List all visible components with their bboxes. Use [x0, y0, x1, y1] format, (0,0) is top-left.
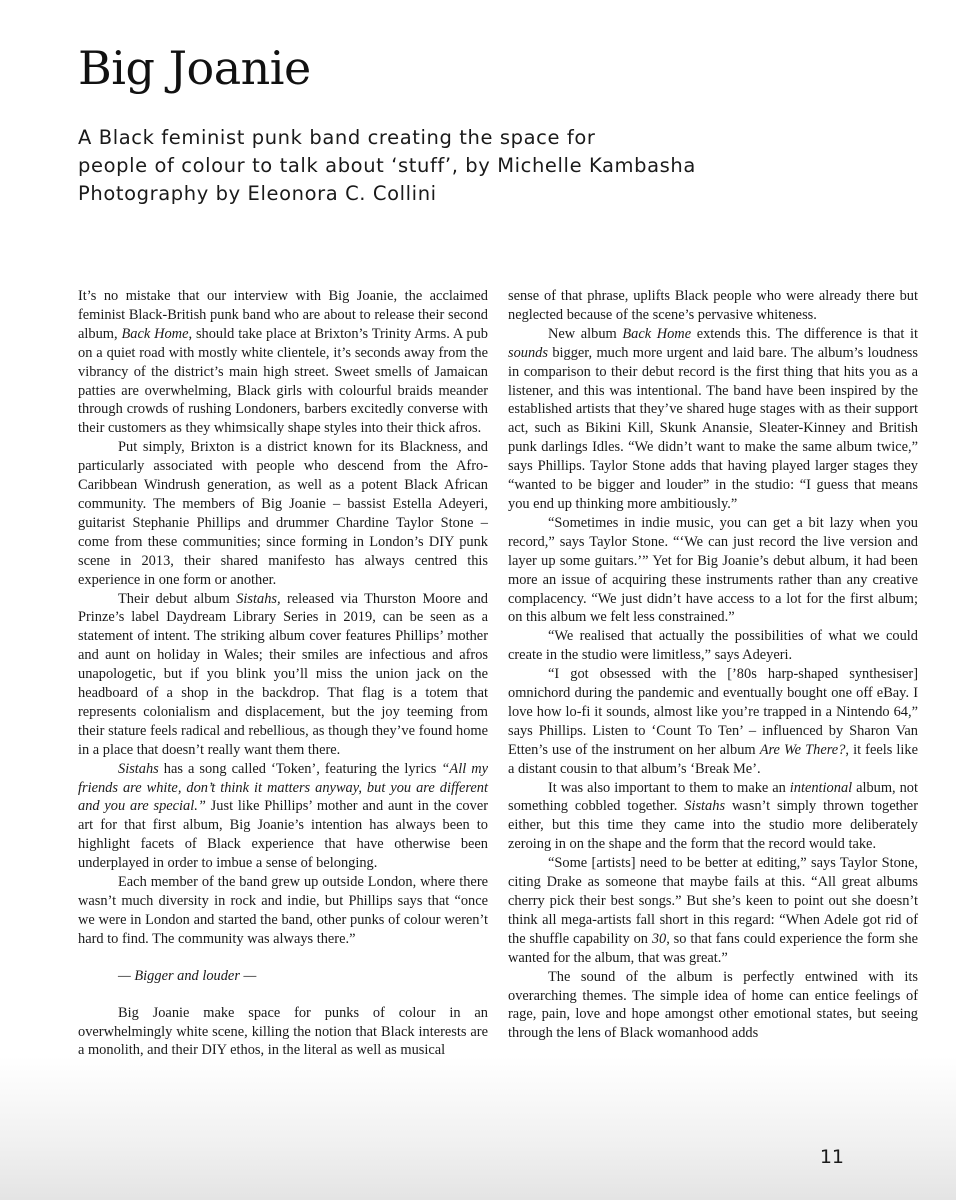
- emphasis: intentional: [789, 779, 853, 796]
- article-title: Big Joanie: [78, 41, 311, 95]
- left-column: [78, 287, 488, 1060]
- body-paragraph: “Some [artists] need to be better at editing,” says Taylor Stone, citing Drake as someone that maybe fails at this. “All great albums cherry pick their best songs.” But she’s keen to point out she doesn’t think all mega-artists fall short in this regard: “When Adele got rid of the shuffle capability on 30, so that fans could experience the form she wanted for the album, that was great.”: [508, 855, 918, 966]
- photo-credit: Photography by Eleonora C. Collini: [78, 182, 437, 205]
- body-paragraph: sense of that phrase, uplifts Black people who were already there but neglected because of the scene’s pervasive whiteness.: [508, 288, 918, 323]
- lyrics-quote: “All my friends are white, don’t think it matters anyway, but you are different and you are special.”: [78, 760, 488, 815]
- album-title: Back Home: [622, 325, 692, 342]
- body-paragraph: It’s no mistake that our interview with Big Joanie, the acclaimed feminist Black-British punk band who are about to release their second album, Back Home, should take place at Brixton’s Trinity Arms. A pub on a quiet road with mostly white clientele, it’s seconds away from the vibrancy of the district’s main high street. Sweet smells of Jamaican patties are overwhelming, Black girls with colourful braids meander through crowds of rushing Londoners, barbers excitedly converse with their customers as they whimsically shape styles into their thick afros.: [78, 288, 488, 437]
- album-title: Back Home: [121, 325, 189, 342]
- subtitle-line: A Black feminist punk band creating the space for: [78, 126, 596, 149]
- album-title: Are We There?: [759, 741, 846, 758]
- body-paragraph: “Sometimes in indie music, you can get a bit lazy when you record,” says Taylor Stone. “‘We can just record the live version and layer up some guitars.’” Yet for Big Joanie’s debut album, it had been more an issue of acquiring these instruments rather than any creative complacency. “We just didn’t have access to a lot for the first album; on this album we felt less constrained.”: [508, 514, 918, 626]
- emphasis: sounds: [508, 344, 548, 361]
- right-column: [508, 287, 918, 1043]
- body-paragraph: Each member of the band grew up outside London, where there wasn’t much diversity in rock and indie, but Phillips says that “once we were in London and started the band, other punks of colour weren’t hard to find. The community was always there.”: [78, 874, 488, 947]
- body-paragraph: “We realised that actually the possibilities of what we could create in the studio were limitless,” says Adeyeri.: [508, 628, 918, 664]
- body-paragraph: “I got obsessed with the [’80s harp-shaped synthesiser] omnichord during the pandemic and eventually bought one off eBay. I love how lo-fi it sounds, almost like you’re trapped in a Nintendo 64,” says Phillips. Listen to ‘Count To Ten’ – influenced by Sharon Van Etten’s use of the instrument on her album Are We There?, it feels like a distant cousin to that album’s ‘Break Me’.: [508, 666, 918, 777]
- section-heading: — Bigger and louder —: [118, 967, 257, 984]
- album-title: Sistahs: [118, 760, 159, 777]
- body-paragraph: Big Joanie make space for punks of colour in an overwhelmingly white scene, killing the notion that Black interests are a monolith, and their DIY ethos, in the literal as well as musical: [78, 1004, 488, 1059]
- body-paragraph: Their debut album Sistahs, released via Thurston Moore and Prinze’s label Daydream Library Series in 2019, can be seen as a statement of intent. The striking album cover features Phillips’ mother and aunt on holiday in Wales; their smiles are infectious and afros unapologetic, but if you blink you’ll miss the union jack on the headboard of a shop in the backdrop. That flag is a totem that represents colonialism and displacement, but the joy teeming from their stature feels radical and rebellious, as though they’ve found home in a place that doesn’t really want them there.: [78, 590, 488, 758]
- body-paragraph: Put simply, Brixton is a district known for its Blackness, and particularly associated with people who descend from the Afro-Caribbean Windrush generation, as well as a potent Black African community. The members of Big Joanie – bassist Estella Adeyeri, guitarist Stephanie Phillips and drummer Chardine Taylor Stone – come from these communities; since forming in London’s DIY punk scene in 2013, their shared manifesto has always centred this experience in one form or another.: [78, 439, 488, 588]
- album-title: 30: [651, 930, 667, 947]
- body-paragraph: New album Back Home extends this. The difference is that it sounds bigger, much more urgent and laid bare. The album’s loudness in comparison to their debut record is the first thing that hits you as a listener, and this was intentional. The band have been inspired by the established artists that they’ve shared huge stages with as their support act, such as Bikini Kill, Skunk Anansie, Sleater-Kinney and British punk darlings Idles. “We didn’t want to make the same album twice,” says Phillips. Taylor Stone adds that having played larger stages they “wanted to be bigger and louder” in the studio: “I guess that means you end up thinking more ambitiously.”: [508, 325, 918, 512]
- subtitle-line: people of colour to talk about ‘stuff’, by Michelle Kambasha: [78, 154, 696, 177]
- article-subtitle: [78, 124, 898, 208]
- album-title: Sistahs: [684, 798, 726, 815]
- body-paragraph: It was also important to them to make an intentional album, not something cobbled together. Sistahs wasn’t simply thrown together either, but this time they came into the studio more deliberately zeroing in on the shape and the form that the record would take.: [508, 779, 918, 853]
- page-number: 11: [819, 1146, 844, 1168]
- album-title: Sistahs,: [236, 590, 281, 607]
- body-paragraph: Sistahs has a song called ‘Token’, featuring the lyrics “All my friends are white, don’t think it matters anyway, but you are different and you are special.” Just like Phillips’ mother and aunt in the cover art for that first album, Big Joanie’s intention has always been to highlight facets of Black experience that have otherwise been underplayed in order to imbue a sense of belonging.: [78, 760, 488, 872]
- body-paragraph: The sound of the album is perfectly entwined with its overarching themes. The simple idea of home can entice feelings of rage, pain, love and hope amongst other emotional states, but seeing through the lens of Black womanhood adds: [508, 968, 918, 1042]
